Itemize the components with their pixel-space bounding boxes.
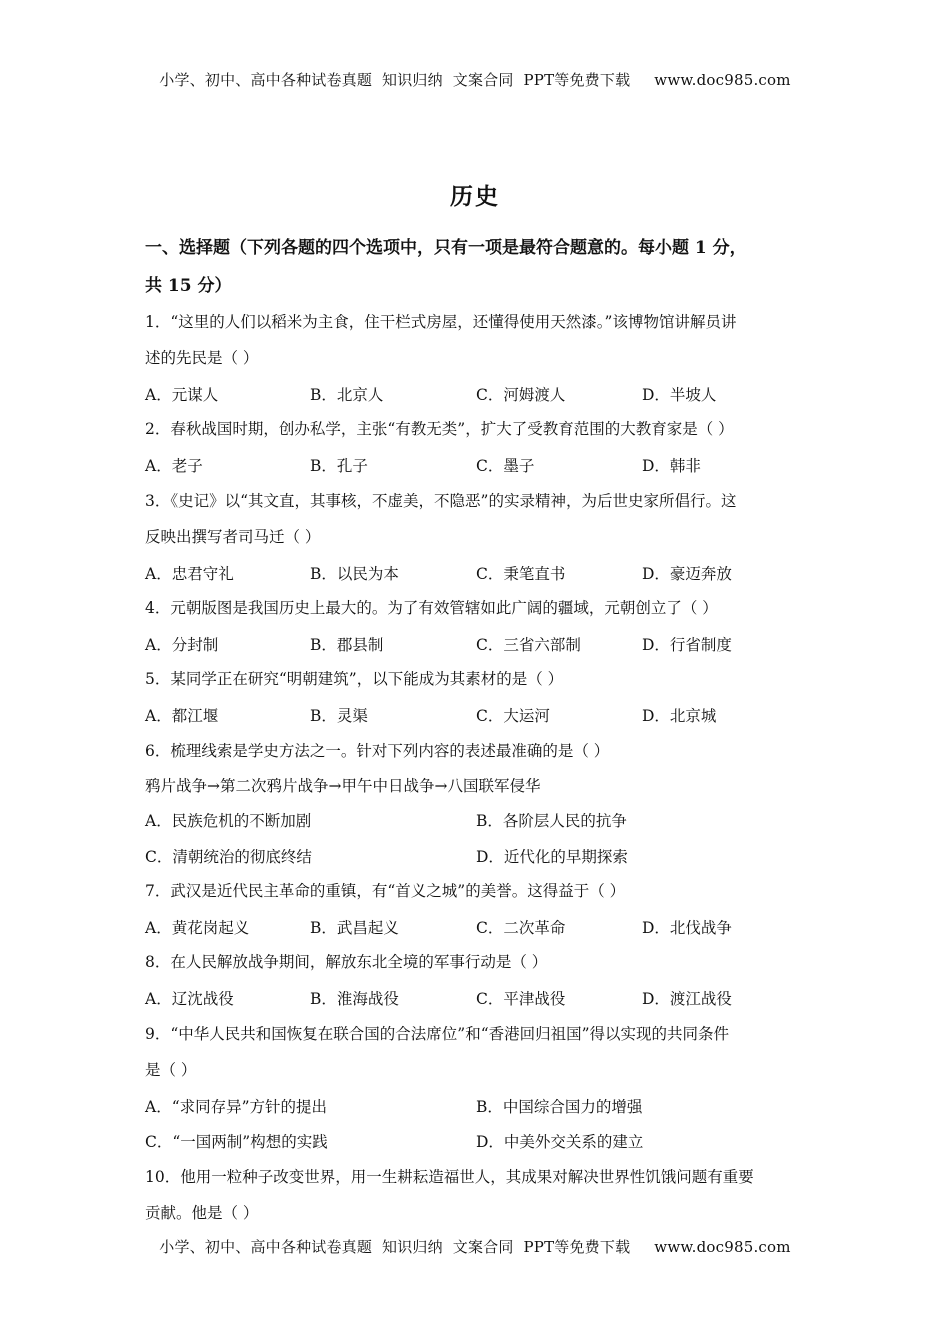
footer-text: 小学、初中、高中各种试卷真题 知识归纳 文案合同 PPT等免费下载	[159, 1238, 631, 1256]
question-10-line-2: 贡献。他是（ ）	[145, 1204, 259, 1222]
question-4-option-c: C．三省六部制	[476, 636, 581, 654]
question-8-option-c: C．平津战役	[476, 990, 566, 1008]
question-10-line-1: 10．他用一粒种子改变世界，用一生耕耘造福世人，其成果对解决世界性饥饿问题有重要	[145, 1168, 754, 1186]
question-6-option-b: B．各阶层人民的抗争	[476, 812, 627, 830]
question-5-option-c: C．大运河	[476, 707, 550, 725]
question-3-option-c: C．秉笔直书	[476, 565, 566, 583]
header-site: www.doc985.com	[654, 71, 791, 89]
question-9-option-b: B．中国综合国力的增强	[476, 1098, 643, 1116]
question-6-option-d: D．近代化的早期探索	[476, 848, 628, 866]
question-4-option-b: B．郡县制	[310, 636, 384, 654]
section-heading-line-1: 一、选择题（下列各题的四个选项中，只有一项是最符合题意的。每小题 1 分，	[145, 238, 747, 258]
question-2-line-1: 2．春秋战国时期，创办私学，主张“有教无类”，扩大了受教育范围的大教育家是（ ）	[145, 420, 734, 438]
question-5-option-b: B．灵渠	[310, 707, 368, 725]
question-4-option-a: A．分封制	[145, 636, 219, 654]
question-7-option-a: A．黄花岗起义	[145, 919, 250, 937]
question-5-option-a: A．都江堰	[145, 707, 219, 725]
page-title: 历史	[450, 183, 500, 210]
header-text: 小学、初中、高中各种试卷真题 知识归纳 文案合同 PPT等免费下载	[159, 71, 631, 89]
question-7-line-1: 7．武汉是近代民主革命的重镇，有“首义之城”的美誉。这得益于（ ）	[145, 882, 626, 900]
question-2-option-c: C．墨子	[476, 457, 535, 475]
question-7-option-b: B．武昌起义	[310, 919, 399, 937]
question-2-option-a: A．老子	[145, 457, 203, 475]
question-4-line-1: 4．元朝版图是我国历史上最大的。为了有效管辖如此广阔的疆域，元朝创立了（ ）	[145, 599, 718, 617]
question-5-option-d: D．北京城	[642, 707, 717, 725]
question-9-option-d: D．中美外交关系的建立	[476, 1133, 644, 1151]
question-1-option-c: C．河姆渡人	[476, 386, 566, 404]
question-1-option-b: B．北京人	[310, 386, 384, 404]
question-1-option-d: D．半坡人	[642, 386, 717, 404]
question-9-line-2: 是（ ）	[145, 1061, 197, 1079]
question-3-option-d: D．豪迈奔放	[642, 565, 732, 583]
question-6-option-c: C．清朝统治的彻底终结	[145, 848, 312, 866]
question-3-line-1: 3．《史记》以“其文直，其事核，不虚美，不隐恶”的实录精神，为后世史家所倡行。这	[145, 492, 737, 510]
page-footer	[0, 1236, 950, 1257]
question-4-option-d: D．行省制度	[642, 636, 732, 654]
question-8-option-b: B．淮海战役	[310, 990, 399, 1008]
question-2-option-b: B．孔子	[310, 457, 368, 475]
question-5-line-1: 5．某同学正在研究“明朝建筑”，以下能成为其素材的是（ ）	[145, 670, 564, 688]
question-2-option-d: D．韩非	[642, 457, 701, 475]
question-6-line-1: 6．梳理线索是学史方法之一。针对下列内容的表述最准确的是（ ）	[145, 742, 610, 760]
question-3-option-a: A．忠君守礼	[145, 565, 234, 583]
page-header	[0, 69, 950, 90]
question-7-option-d: D．北伐战争	[642, 919, 732, 937]
section-heading-line-2: 共 15 分）	[145, 276, 232, 296]
question-7-option-c: C．二次革命	[476, 919, 566, 937]
question-8-option-d: D．渡江战役	[642, 990, 732, 1008]
question-1-option-a: A．元谋人	[145, 386, 219, 404]
question-8-line-1: 8．在人民解放战争期间，解放东北全境的军事行动是（ ）	[145, 953, 548, 971]
question-6-line-2: 鸦片战争→第二次鸦片战争→甲午中日战争→八国联军侵华	[145, 777, 541, 795]
question-3-line-2: 反映出撰写者司马迁（ ）	[145, 528, 321, 546]
footer-site: www.doc985.com	[654, 1238, 791, 1256]
question-9-option-c: C．“一国两制”构想的实践	[145, 1133, 328, 1151]
question-1-line-1: 1．“这里的人们以稻米为主食，住干栏式房屋，还懂得使用天然漆。”该博物馆讲解员讲	[145, 313, 737, 331]
question-9-option-a: A．“求同存异”方针的提出	[145, 1098, 328, 1116]
question-1-line-2: 述的先民是（ ）	[145, 349, 259, 367]
question-9-line-1: 9．“中华人民共和国恢复在联合国的合法席位”和“香港回归祖国”得以实现的共同条件	[145, 1025, 730, 1043]
question-6-option-a: A．民族危机的不断加剧	[145, 812, 312, 830]
question-3-option-b: B．以民为本	[310, 565, 399, 583]
question-8-option-a: A．辽沈战役	[145, 990, 234, 1008]
